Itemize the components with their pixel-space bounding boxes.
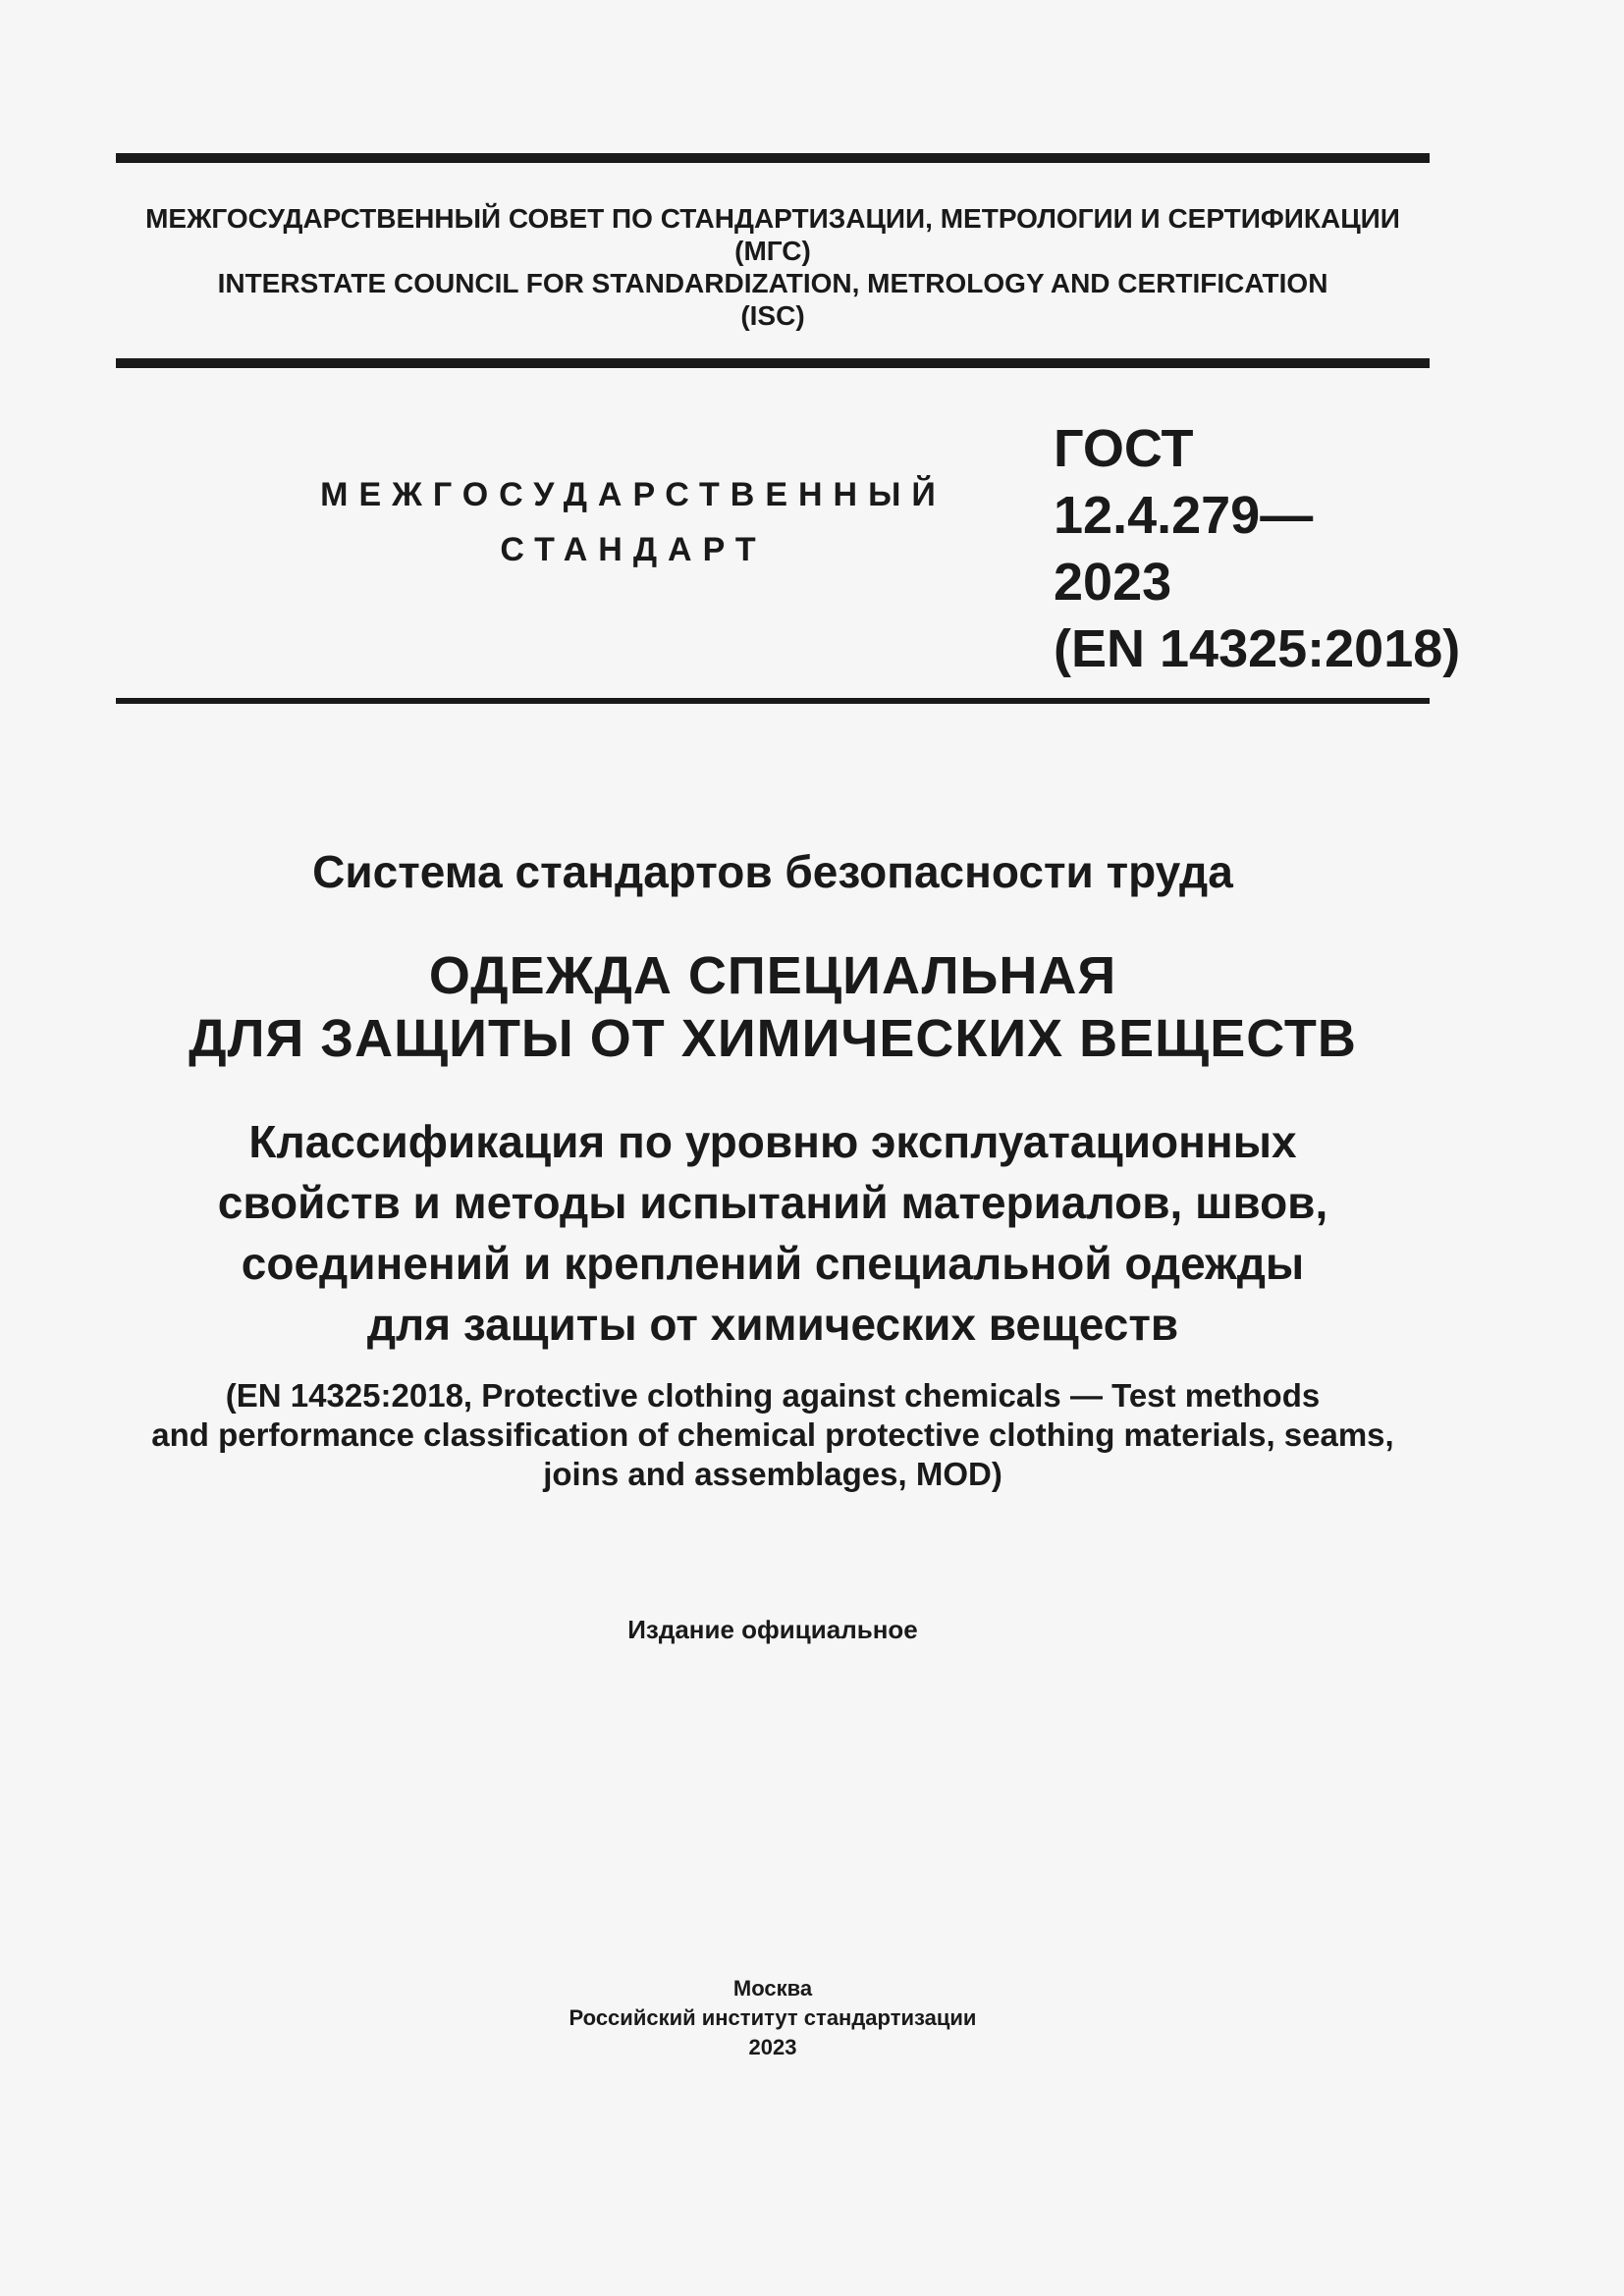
gost-number: 12.4.279—	[1054, 486, 1314, 545]
system-title: Система стандартов безопасности труда	[312, 846, 1233, 897]
subtitle-line1: Классификация по уровню эксплуатационных	[248, 1116, 1297, 1167]
main-title-line1: ОДЕЖДА СПЕЦИАЛЬНАЯ	[428, 946, 1117, 1005]
gost-en-equivalent: (EN 14325:2018)	[1054, 619, 1461, 678]
en-reference-line1: (EN 14325:2018, Protective clothing against chemicals — Test methods	[225, 1377, 1321, 1414]
header-divider	[116, 358, 1430, 368]
en-reference	[116, 1376, 1430, 1494]
main-title-line2: ДЛЯ ЗАЩИТЫ ОТ ХИМИЧЕСКИХ ВЕЩЕСТВ	[189, 1009, 1357, 1068]
gost-year: 2023	[1054, 553, 1172, 612]
en-reference-line3: joins and assemblages, MOD)	[543, 1456, 1002, 1492]
main-title	[116, 944, 1430, 1070]
subtitle-line4: для защиты от химических веществ	[366, 1299, 1179, 1350]
gost-prefix: ГОСТ	[1054, 419, 1194, 478]
council-abbr-ru: (МГС)	[734, 236, 811, 266]
council-name-ru: МЕЖГОСУДАРСТВЕННЫЙ СОВЕТ ПО СТАНДАРТИЗАЦИИ, МЕТРОЛОГИИ И СЕРТИФИКАЦИИ	[145, 203, 1400, 234]
subtitle-line3: соединений и креплений специальной одежды	[241, 1238, 1305, 1289]
standard-type-line2: СТАНДАРТ	[500, 531, 767, 568]
edition-note: Издание официальное	[627, 1615, 918, 1644]
standard-type-line1: МЕЖГОСУДАРСТВЕННЫЙ	[320, 476, 947, 513]
gost-designation	[1054, 415, 1461, 682]
council-abbr-en: (ISC)	[740, 300, 805, 331]
council-header	[116, 202, 1430, 332]
subtitle	[116, 1111, 1430, 1355]
en-reference-line2: and performance classification of chemical protective clothing materials, seams,	[151, 1416, 1394, 1453]
imprint	[116, 1974, 1430, 2062]
subtitle-line2: свойств и методы испытаний материалов, швов,	[217, 1177, 1328, 1228]
designation-divider	[116, 698, 1430, 704]
imprint-year: 2023	[748, 2035, 797, 2059]
council-name-en: INTERSTATE COUNCIL FOR STANDARDIZATION, METROLOGY AND CERTIFICATION	[217, 268, 1328, 298]
imprint-publisher: Российский институт стандартизации	[568, 2005, 977, 2030]
standard-type-label	[285, 467, 982, 577]
imprint-city: Москва	[732, 1976, 813, 2001]
top-rule	[116, 153, 1430, 163]
